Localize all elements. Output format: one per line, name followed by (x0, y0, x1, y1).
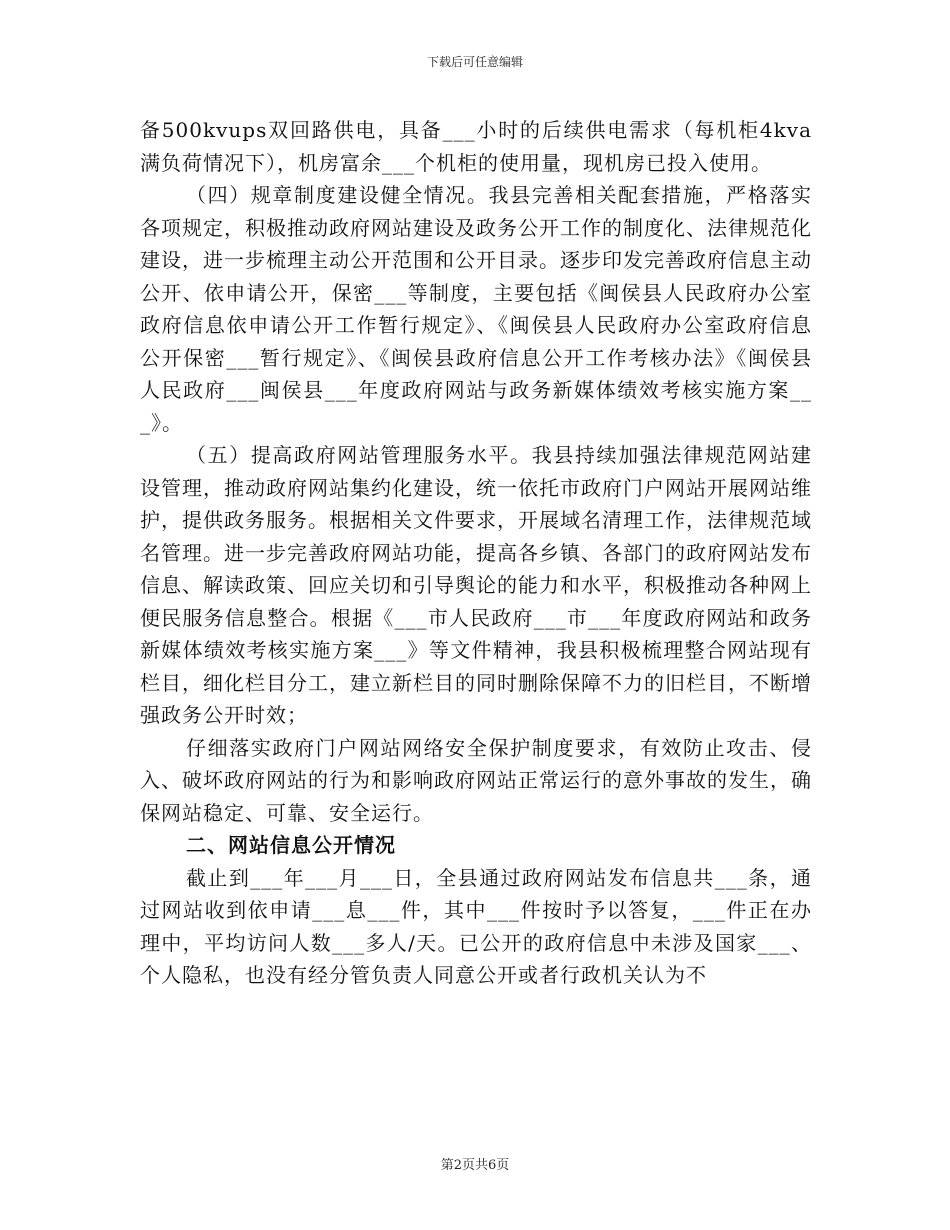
paragraph-power-supply: 备500kvups双回路供电，具备___小时的后续供电需求（每机柜4kva满负荷情况下），机房富余___个机柜的使用量，现机房已投入使用。 (140, 118, 812, 175)
page-number: 第2页共6页 (440, 1158, 510, 1173)
paragraph-statistics: 截止到___年___月___日，全县通过政府网站发布信息共___条，通过网站收到依申请___息___件，其中___件按时予以答复，___件正在办理中，平均访问人数___多人/天。已公开的政府信息中未涉及国家___、个人隐私，也没有经分管负责人同意公开或者行政机关认为不 (140, 865, 812, 987)
document-body (140, 114, 812, 992)
paragraph-network-security: 仔细落实政府门户网站网络安全保护制度要求，有效防止攻击、侵入、破坏政府网站的行为和影响政府网站正常运行的意外事故的发生，确保网站稳定、可靠、安全运行。 (140, 735, 812, 825)
section-heading-info-disclosure: 二、网站信息公开情况 (186, 833, 396, 857)
paragraph-website-management: （五）提高政府网站管理服务水平。我县持续加强法律规范网站建设管理，推动政府网站集约化建设，统一依托市政府门户网站开展网站维护，提供政务服务。根据相关文件要求，开展域名清理工作，法律规范域名管理。进一步完善政府网站功能，提高各乡镇、各部门的政府网站发布信息、解读政策、回应关切和引导舆论的能力和水平，积极推动各种网上便民服务信息整合。根据《___市人民政府___市___年度政府网站和政务新媒体绩效考核实施方案___》等文件精神，我县积极梳理整合网站现有栏目，细化栏目分工，建立新栏目的同时删除保障不力的旧栏目，不断增强政务公开时效； (140, 443, 812, 727)
page-header-note: 下载后可任意编辑 (426, 55, 523, 69)
paragraph-regulations: （四）规章制度建设健全情况。我县完善相关配套措施，严格落实各项规定，积极推动政府网站建设及政务公开工作的制度化、法律规范化建设，进一步梳理主动公开范围和公开目录。逐步印发完善政府信息主动公开、依申请公开，保密___等制度，主要包括《闽侯县人民政府办公室政府信息依申请公开工作暂行规定》、《闽侯县人民政府办公室政府信息公开保密___暂行规定》、《闽侯县政府信息公开工作考核办法》《闽侯县人民政府___闽侯县___年度政府网站与政务新媒体绩效考核实施方案___》。 (140, 183, 812, 435)
